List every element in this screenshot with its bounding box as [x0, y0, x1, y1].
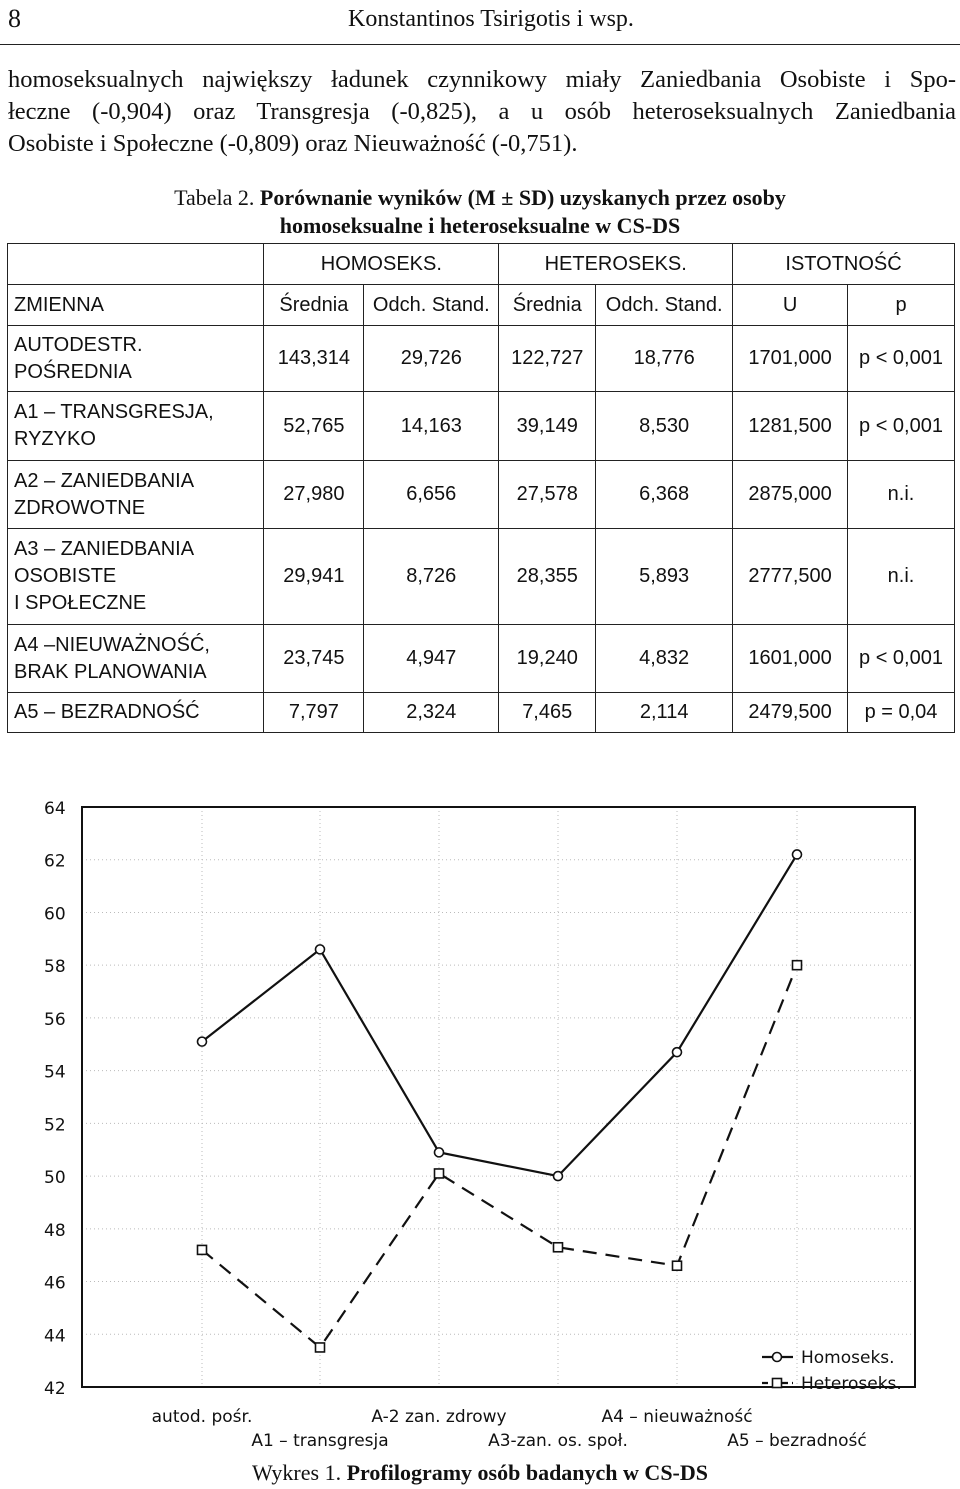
figure-caption-prefix: Wykres 1.	[251, 1460, 342, 1485]
y-tick-label: 62	[44, 851, 66, 872]
column-header: Średnia	[499, 285, 596, 326]
x-tick-label: A3-zan. os. społ.	[488, 1431, 628, 1451]
y-tick-label: 60	[44, 904, 66, 925]
x-tick-label: A1 – transgresja	[251, 1431, 389, 1451]
series-line-homoseks	[202, 854, 797, 1176]
cell-sd-homo: 2,324	[364, 693, 499, 733]
row-label: A1 – TRANSGRESJA, RYZYKO	[8, 392, 264, 461]
legend-marker-circle	[773, 1353, 782, 1362]
data-point-square	[793, 961, 802, 970]
cell-p: p = 0,04	[848, 693, 955, 733]
data-point-circle	[673, 1048, 682, 1057]
paragraph-line: homoseksualnych największy ładunek czynnikowy miały Zaniedbania Osobiste i Spo-	[8, 66, 956, 93]
row-label: AUTODESTR. POŚREDNIA	[8, 326, 264, 392]
figure-caption-title: Profilogramy osób badanych w CS-DS	[346, 1460, 709, 1485]
running-header-authors: Konstantinos Tsirigotis i wsp.	[348, 6, 634, 32]
y-tick-label: 46	[44, 1273, 66, 1294]
x-tick-label: A-2 zan. zdrowy	[371, 1407, 507, 1427]
table-column-header-row	[8, 285, 955, 326]
table-group-header-row	[8, 244, 955, 285]
x-tick-label: A5 – bezradność	[727, 1431, 867, 1451]
cell-mean-hetero: 28,355	[499, 529, 596, 625]
x-tick-label: A4 – nieuważność	[601, 1407, 753, 1427]
table-row	[8, 326, 955, 392]
column-header: U	[733, 285, 848, 326]
y-tick-label: 56	[44, 1009, 66, 1030]
data-point-circle	[316, 945, 325, 954]
column-header: Średnia	[264, 285, 364, 326]
cell-sd-homo: 14,163	[364, 392, 499, 461]
cell-mean-hetero: 27,578	[499, 461, 596, 529]
cell-mean-homo: 27,980	[264, 461, 364, 529]
cell-mean-homo: 23,745	[264, 625, 364, 693]
cell-u: 1701,000	[733, 326, 848, 392]
group-header-heteroseks: HETEROSEKS.	[499, 244, 733, 285]
data-point-square	[554, 1243, 563, 1252]
cell-mean-homo: 7,797	[264, 693, 364, 733]
cell-sd-hetero: 8,530	[596, 392, 733, 461]
page-number: 8	[8, 4, 21, 33]
cell-p: n.i.	[848, 529, 955, 625]
cell-mean-homo: 29,941	[264, 529, 364, 625]
cell-sd-hetero: 2,114	[596, 693, 733, 733]
column-header: Odch. Stand.	[596, 285, 733, 326]
table-caption-title-line2: homoseksualne i heteroseksualne w CS-DS	[279, 213, 681, 238]
paragraph-line: łeczne (-0,904) oraz Transgresja (-0,825), a u osób heteroseksualnych Zaniedbania	[8, 98, 956, 125]
group-header-homoseks: HOMOSEKS.	[264, 244, 499, 285]
data-point-circle	[554, 1172, 563, 1181]
paragraph-line: Osobiste i Społeczne (-0,809) oraz Nieuważność (-0,751).	[8, 130, 578, 157]
cell-mean-homo: 52,765	[264, 392, 364, 461]
y-tick-label: 42	[44, 1379, 66, 1399]
legend-label: Heteroseks.	[801, 1374, 902, 1394]
table-row	[8, 529, 955, 625]
cell-u: 2875,000	[733, 461, 848, 529]
cell-sd-homo: 29,726	[364, 326, 499, 392]
table-row	[8, 461, 955, 529]
cell-u: 1601,000	[733, 625, 848, 693]
data-point-square	[673, 1261, 682, 1270]
y-tick-label: 52	[44, 1115, 66, 1136]
y-tick-label: 48	[44, 1220, 66, 1241]
cell-p: p < 0,001	[848, 326, 955, 392]
cell-mean-hetero: 19,240	[499, 625, 596, 693]
table-caption-prefix: Tabela 2.	[174, 185, 255, 210]
y-tick-label: 50	[44, 1168, 66, 1189]
table-row	[8, 392, 955, 461]
group-header-istotnosc: ISTOTNOŚĆ	[733, 244, 955, 285]
row-label: A5 – BEZRADNOŚĆ	[8, 693, 264, 733]
table-caption-title-line1: Porównanie wyników (M ± SD) uzyskanych przez osoby	[259, 185, 786, 210]
profile-line-chart	[0, 790, 960, 1456]
figure-caption	[0, 1460, 960, 1486]
data-point-square	[198, 1245, 207, 1254]
data-point-square	[316, 1343, 325, 1352]
legend-marker-square	[773, 1379, 782, 1388]
table-row	[8, 625, 955, 693]
cell-sd-hetero: 6,368	[596, 461, 733, 529]
results-table	[7, 243, 955, 733]
data-point-circle	[435, 1148, 444, 1157]
cell-sd-homo: 4,947	[364, 625, 499, 693]
cell-mean-homo: 143,314	[264, 326, 364, 392]
cell-sd-homo: 6,656	[364, 461, 499, 529]
cell-p: p < 0,001	[848, 625, 955, 693]
cell-u: 1281,500	[733, 392, 848, 461]
cell-mean-hetero: 122,727	[499, 326, 596, 392]
data-point-circle	[198, 1037, 207, 1046]
cell-p: n.i.	[848, 461, 955, 529]
legend-label: Homoseks.	[801, 1348, 895, 1368]
y-tick-label: 58	[44, 957, 66, 978]
table-row	[8, 693, 955, 733]
body-paragraph	[8, 64, 956, 160]
series-line-heteroseks	[202, 965, 797, 1347]
column-header: ZMIENNA	[8, 285, 264, 326]
y-tick-label: 64	[44, 799, 66, 819]
table-empty-cell	[8, 244, 264, 285]
table-caption	[120, 184, 840, 240]
column-header: Odch. Stand.	[364, 285, 499, 326]
cell-sd-hetero: 5,893	[596, 529, 733, 625]
row-label: A4 –NIEUWAŻNOŚĆ, BRAK PLANOWANIA	[8, 625, 264, 693]
cell-u: 2777,500	[733, 529, 848, 625]
cell-sd-hetero: 18,776	[596, 326, 733, 392]
data-point-circle	[793, 850, 802, 859]
cell-sd-homo: 8,726	[364, 529, 499, 625]
cell-p: p < 0,001	[848, 392, 955, 461]
data-point-square	[435, 1169, 444, 1178]
cell-mean-hetero: 39,149	[499, 392, 596, 461]
cell-u: 2479,500	[733, 693, 848, 733]
row-label: A3 – ZANIEDBANIA OSOBISTE I SPOŁECZNE	[8, 529, 264, 625]
plot-frame	[82, 807, 915, 1387]
cell-sd-hetero: 4,832	[596, 625, 733, 693]
cell-mean-hetero: 7,465	[499, 693, 596, 733]
header-rule	[0, 44, 960, 45]
row-label: A2 – ZANIEDBANIA ZDROWOTNE	[8, 461, 264, 529]
column-header: p	[848, 285, 955, 326]
y-tick-label: 54	[44, 1062, 66, 1083]
x-tick-label: autod. pośr.	[151, 1407, 253, 1427]
y-tick-label: 44	[44, 1326, 66, 1347]
